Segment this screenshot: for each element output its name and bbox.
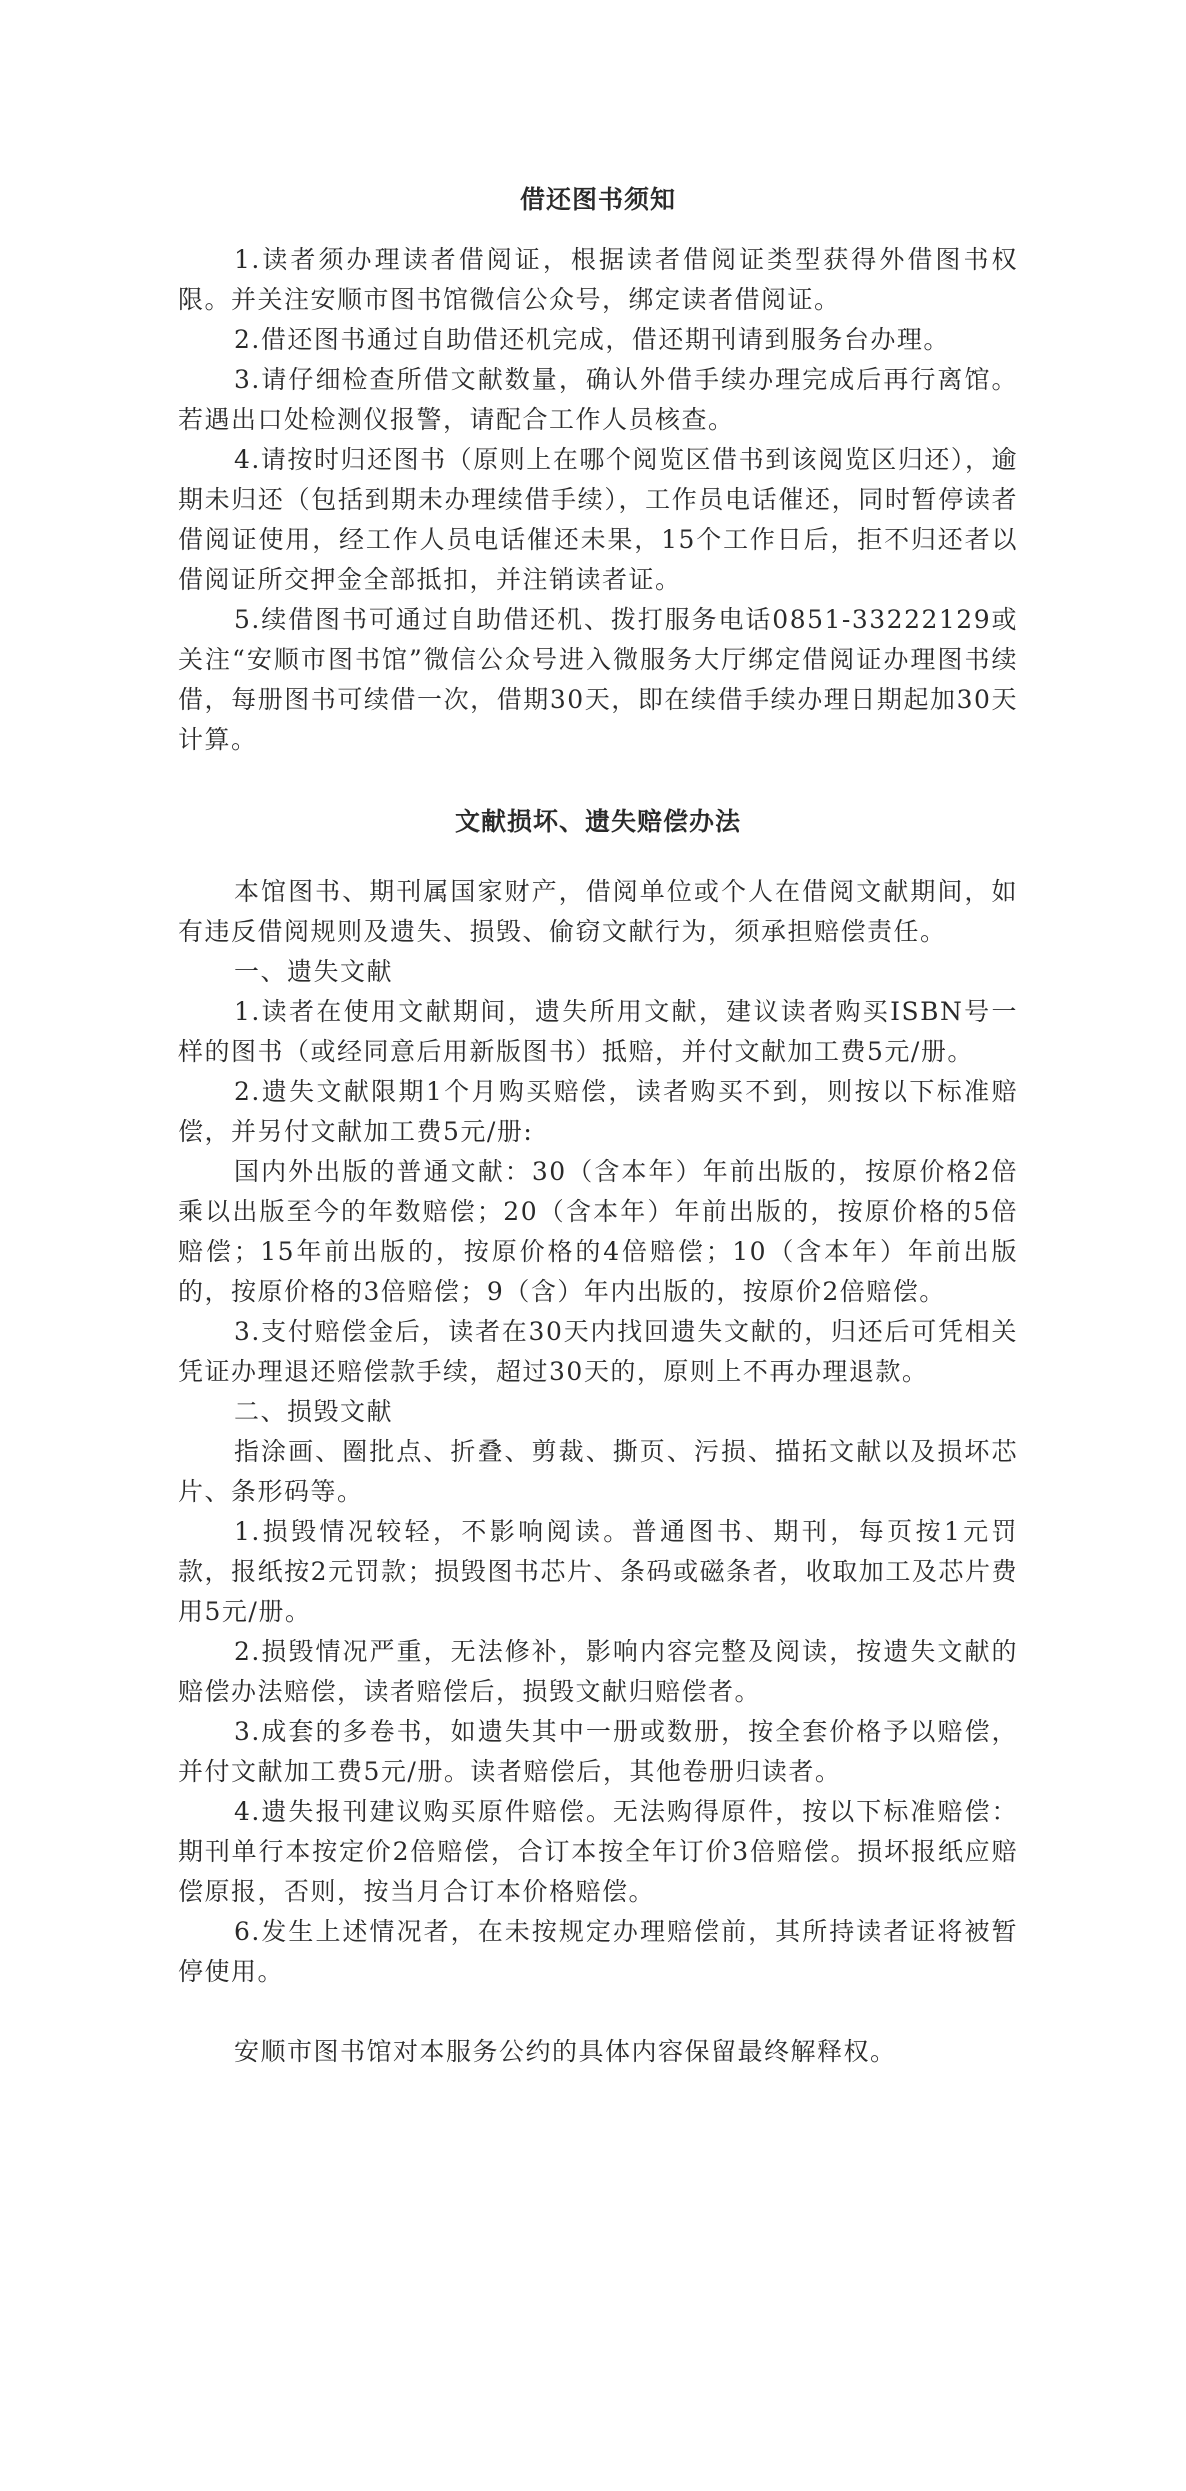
paragraph: 1.读者在使用文献期间，遗失所用文献，建议读者购买ISBN号一样的图书（或经同意后用新版图书）抵赔，并付文献加工费5元/册。 [178, 997, 1018, 1066]
paragraph: 4.请按时归还图书（原则上在哪个阅览区借书到该阅览区归还），逾期未归还（包括到期未办理续借手续），工作员电话催还，同时暂停读者借阅证使用，经工作人员电话催还未果，15个工作日后，拒不归还者以借阅证所交押金全部抵扣，并注销读者证。 [178, 445, 1018, 594]
paragraph: 4.遗失报刊建议购买原件赔偿。无法购得原件，按以下标准赔偿：期刊单行本按定价2倍赔偿，合订本按全年订价3倍赔偿。损坏报纸应赔偿原报，否则，按当月合订本价格赔偿。 [178, 1797, 1018, 1906]
paragraph: 2.借还图书通过自助借还机完成，借还期刊请到服务台办理。 [234, 325, 950, 354]
paragraph: 国内外出版的普通文献：30（含本年）年前出版的，按原价格2倍乘以出版至今的年数赔偿；20（含本年）年前出版的，按原价格的5倍赔偿；15年前出版的，按原价格的4倍赔偿；10（含本年）年前出版的，按原价格的3倍赔偿；9（含）年内出版的，按原价2倍赔偿。 [178, 1157, 1018, 1306]
footer-note: 安顺市图书馆对本服务公约的具体内容保留最终解释权。 [234, 2037, 897, 2066]
paragraph: 1.读者须办理读者借阅证，根据读者借阅证类型获得外借图书权限。并关注安顺市图书馆微信公众号，绑定读者借阅证。 [178, 245, 1018, 314]
section-title-borrow-return: 借还图书须知 [519, 185, 676, 214]
document-body [178, 180, 1018, 2072]
paragraph: 3.成套的多卷书，如遗失其中一册或数册，按全套价格予以赔偿，并付文献加工费5元/册。读者赔偿后，其他卷册归读者。 [178, 1717, 1018, 1786]
paragraph: 3.支付赔偿金后，读者在30天内找回遗失文献的，归还后可凭相关凭证办理退还赔偿款手续，超过30天的，原则上不再办理退款。 [178, 1317, 1018, 1386]
paragraph: 2.损毁情况严重，无法修补，影响内容完整及阅读，按遗失文献的赔偿办法赔偿，读者赔偿后，损毁文献归赔偿者。 [178, 1637, 1018, 1706]
subheading-damaged: 二、损毁文献 [234, 1397, 394, 1426]
compensation-rules [178, 872, 1018, 1992]
paragraph: 6.发生上述情况者，在未按规定办理赔偿前，其所持读者证将被暂停使用。 [178, 1917, 1018, 1986]
paragraph: 5.续借图书可通过自助借还机、拨打服务电话0851-33222129或关注“安顺市图书馆”微信公众号进入微服务大厅绑定借阅证办理图书续借，每册图书可续借一次，借期30天，即在续借手续办理日期起加30天计算。 [178, 605, 1018, 754]
borrow-return-rules [178, 240, 1018, 760]
subheading-lost: 一、遗失文献 [234, 957, 394, 986]
section-title-compensation: 文献损坏、遗失赔偿办法 [454, 807, 741, 836]
paragraph: 3.请仔细检查所借文献数量，确认外借手续办理完成后再行离馆。若遇出口处检测仪报警，请配合工作人员核查。 [178, 365, 1018, 434]
paragraph: 1.损毁情况较轻，不影响阅读。普通图书、期刊，每页按1元罚款，报纸按2元罚款；损毁图书芯片、条码或磁条者，收取加工及芯片费用5元/册。 [178, 1517, 1018, 1626]
paragraph: 2.遗失文献限期1个月购买赔偿，读者购买不到，则按以下标准赔偿，并另付文献加工费5元/册: [178, 1077, 1018, 1146]
paragraph: 指涂画、圈批点、折叠、剪裁、撕页、污损、描拓文献以及损坏芯片、条形码等。 [178, 1437, 1018, 1506]
paragraph: 本馆图书、期刊属国家财产，借阅单位或个人在借阅文献期间，如有违反借阅规则及遗失、损毁、偷窃文献行为，须承担赔偿责任。 [178, 877, 1018, 946]
